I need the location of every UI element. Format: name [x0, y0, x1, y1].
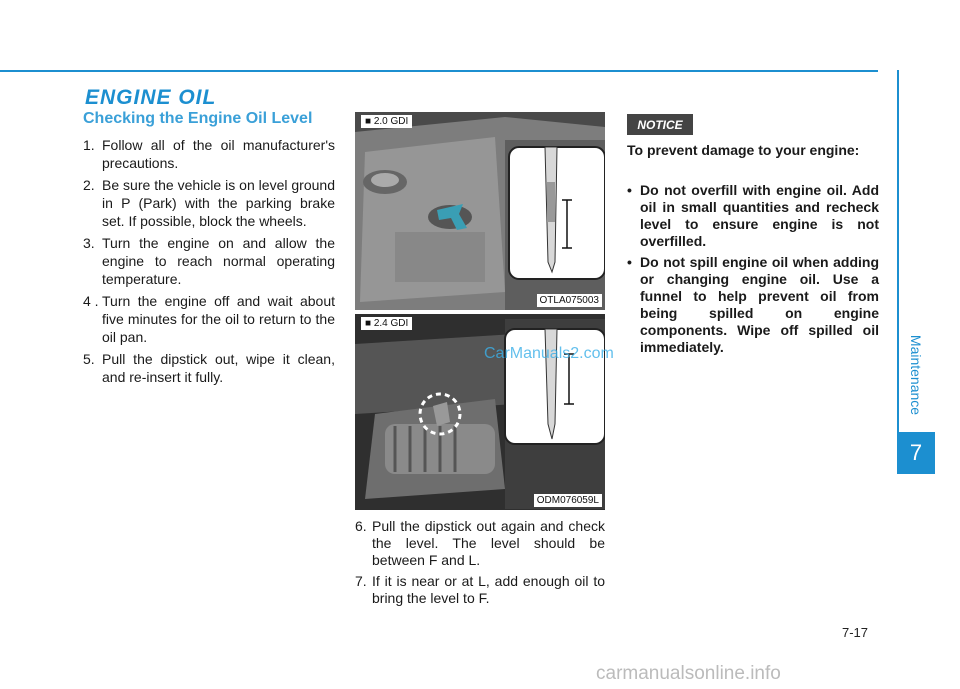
steps-list-middle: [355, 518, 605, 611]
footer-watermark: carmanualsonline.info: [596, 663, 781, 684]
list-item: 7. If it is near or at L, add enough oil to bring the level to F.: [355, 573, 605, 606]
engine-figure-2-0-gdi: [355, 112, 605, 310]
steps-list-left: [83, 136, 335, 390]
list-item: 1. Follow all of the oil manufacturer's precautions.: [83, 137, 335, 171]
figure-code: ODM076059L: [534, 494, 602, 507]
figure-code: OTLA075003: [537, 294, 603, 307]
figure-tag: ■ 2.0 GDI: [361, 115, 412, 128]
page-number: 7-17: [842, 625, 869, 640]
list-item: 5. Pull the dipstick out, wipe it clean, and re-insert it fully.: [83, 351, 335, 385]
list-item: 6. Pull the dipstick out again and check the level. The level should be between F and L.: [355, 518, 605, 568]
notice-badge: NOTICE: [627, 114, 693, 135]
figure-watermark: CarManuals2.com: [484, 345, 614, 362]
notice-intro: To prevent damage to your engine:: [627, 142, 860, 158]
engine-figure-2-4-gdi: [355, 314, 605, 510]
section-title: ENGINE OIL: [85, 86, 217, 109]
list-item: • Do not spill engine oil when adding or changing engine oil. Use a funnel to help prevent oil from being spilled on engine components. Wipe off spilled oil immediately.: [627, 254, 879, 355]
side-tab-label: Maintenance: [908, 334, 925, 416]
header-rule: [0, 70, 878, 72]
chapter-number: 7: [897, 432, 935, 474]
list-item: 2. Be sure the vehicle is on level ground in P (Park) with the parking brake set. If possible, block the wheels.: [83, 177, 335, 229]
subheading: Checking the Engine Oil Level: [83, 110, 313, 127]
list-item: 3. Turn the engine on and allow the engine to reach normal operating temperature.: [83, 235, 335, 287]
list-item: • Do not overfill with engine oil. Add oil in small quantities and recheck level to ensure engine is not overfilled.: [627, 182, 879, 249]
list-item: 4 . Turn the engine off and wait about five minutes for the oil to return to the oil pan.: [83, 293, 335, 345]
notice-list: [627, 182, 879, 360]
figure-tag: ■ 2.4 GDI: [361, 317, 412, 330]
engine-illustration: [355, 314, 605, 510]
engine-illustration: [355, 112, 605, 310]
